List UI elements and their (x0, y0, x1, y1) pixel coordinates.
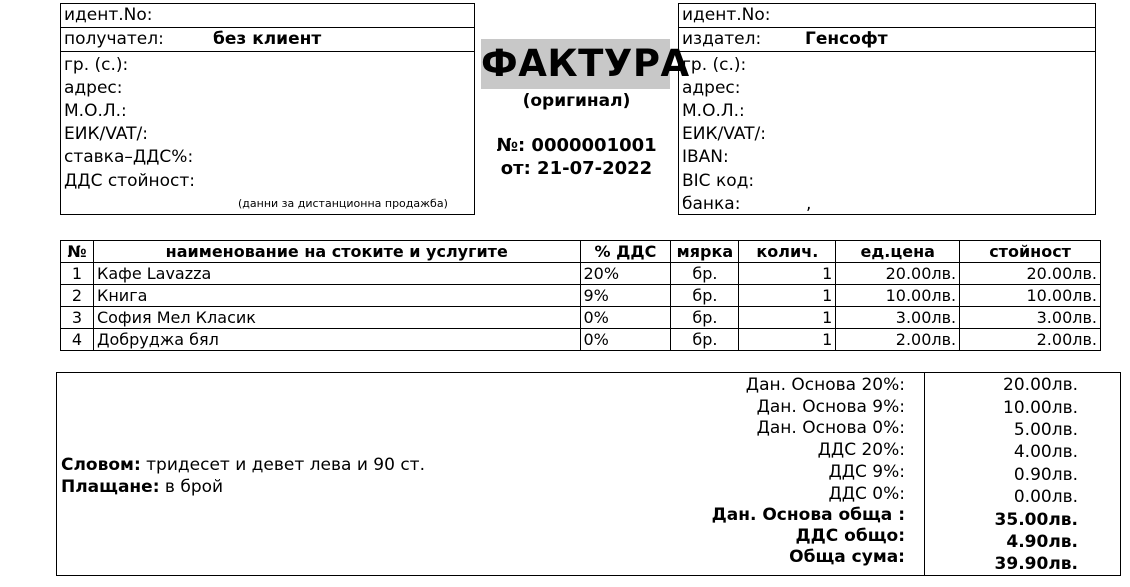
total-tax-base-label: Дан. Основа обща : (711, 505, 905, 525)
tax-base-20-value: 20.00лв. (1003, 375, 1078, 395)
items-table (60, 240, 1101, 351)
item-price: 20.00лв. (836, 263, 960, 285)
item-qty: 1 (739, 329, 836, 351)
issuer-name-row (679, 28, 1095, 52)
issuer-name-value: Генсофт (805, 29, 888, 49)
recipient-name-value: без клиент (213, 29, 322, 49)
payment-method (61, 477, 223, 497)
tax-base-0-value: 5.00лв. (1013, 420, 1078, 440)
item-no: 1 (61, 263, 94, 285)
item-no: 2 (61, 285, 94, 307)
item-total: 10.00лв. (960, 285, 1101, 307)
col-header-unit: мярка (671, 241, 739, 263)
col-header-total: стойност (960, 241, 1101, 263)
total-tax-base-value: 35.00лв. (994, 510, 1078, 530)
vat-9-value: 0.90лв. (1013, 465, 1078, 485)
grand-total-value: 39.90лв. (994, 554, 1078, 574)
col-header-name: наименование на стоките и услугите (93, 241, 580, 263)
item-name: Добруджа бял (93, 329, 580, 351)
recipient-mol-label: М.О.Л.: (64, 101, 127, 121)
invoice-date: от: 21-07-2022 (500, 158, 653, 179)
invoice-title: ФАКТУРА (481, 39, 670, 89)
recipient-name-label: получател: (64, 29, 164, 49)
item-vat: 20% (580, 263, 671, 285)
amount-in-words (61, 455, 425, 475)
tax-base-0-label: Дан. Основа 0%: (756, 418, 905, 438)
item-unit: бр. (671, 307, 739, 329)
col-header-vat: % ДДС (580, 241, 671, 263)
item-total: 3.00лв. (960, 307, 1101, 329)
recipient-id-row (61, 4, 474, 28)
issuer-bank-row (679, 193, 1095, 216)
total-vat-label: ДДС общо: (795, 526, 905, 546)
col-header-qty: колич. (739, 241, 836, 263)
recipient-address-label: адрес: (64, 78, 123, 98)
invoice-number: №: 0000001001 (496, 135, 657, 156)
issuer-block (678, 3, 1096, 215)
item-vat: 9% (580, 285, 671, 307)
issuer-name-label: издател: (682, 29, 762, 49)
words-label: Словом: (61, 455, 141, 475)
item-qty: 1 (739, 285, 836, 307)
table-row (61, 285, 1101, 307)
issuer-city-label: гр. (с.): (682, 55, 747, 75)
issuer-id-label: идент.No: (682, 5, 771, 25)
item-no: 4 (61, 329, 94, 351)
item-no: 3 (61, 307, 94, 329)
vat-0-value: 0.00лв. (1013, 487, 1078, 507)
item-total: 2.00лв. (960, 329, 1101, 351)
item-unit: бр. (671, 329, 739, 351)
vat-20-label: ДДС 20%: (817, 440, 905, 460)
item-unit: бр. (671, 263, 739, 285)
item-vat: 0% (580, 307, 671, 329)
recipient-vat-value-label: ДДС стойност: (64, 171, 196, 191)
table-row (61, 263, 1101, 285)
invoice-center-block (475, 3, 690, 215)
issuer-id-row (679, 4, 1095, 28)
words-value: тридесет и девет лева и 90 ст. (146, 455, 425, 475)
item-vat: 0% (580, 329, 671, 351)
item-total: 20.00лв. (960, 263, 1101, 285)
vat-9-label: ДДС 9%: (828, 462, 905, 482)
item-name: Кафе Lavazza (93, 263, 580, 285)
totals-block (56, 372, 1121, 576)
issuer-iban-label: IBAN: (682, 147, 729, 167)
payment-value: в брой (164, 477, 224, 497)
table-row (61, 307, 1101, 329)
item-name: София Мел Класик (93, 307, 580, 329)
totals-divider (924, 373, 925, 575)
item-qty: 1 (739, 263, 836, 285)
grand-total-label: Обща сума: (789, 547, 905, 567)
recipient-block (60, 3, 475, 215)
issuer-eik-label: ЕИК/VAT/: (682, 124, 766, 144)
tax-base-20-label: Дан. Основа 20%: (745, 375, 905, 395)
recipient-city-label: гр. (с.): (64, 55, 129, 75)
recipient-eik-label: ЕИК/VAT/: (64, 124, 148, 144)
issuer-address-label: адрес: (682, 78, 741, 98)
issuer-bank-label: банка: (682, 194, 741, 214)
item-price: 2.00лв. (836, 329, 960, 351)
item-price: 3.00лв. (836, 307, 960, 329)
tax-base-9-label: Дан. Основа 9%: (756, 397, 905, 417)
tax-base-9-value: 10.00лв. (1003, 398, 1078, 418)
col-header-price: ед.цена (836, 241, 960, 263)
item-name: Книга (93, 285, 580, 307)
items-header-row (61, 241, 1101, 263)
invoice-subtitle: (оригинал) (522, 91, 631, 111)
issuer-bic-label: BIC код: (682, 171, 755, 191)
vat-20-value: 4.00лв. (1013, 442, 1078, 462)
vat-0-label: ДДС 0%: (828, 484, 905, 504)
item-qty: 1 (739, 307, 836, 329)
issuer-bank-value: , (806, 194, 812, 214)
distance-sale-note: (данни за дистанционна продажба) (238, 197, 448, 210)
recipient-id-label: идент.No: (64, 5, 153, 25)
item-price: 10.00лв. (836, 285, 960, 307)
issuer-mol-label: М.О.Л.: (682, 101, 745, 121)
recipient-vat-rate-label: ставка–ДДС%: (64, 147, 194, 167)
total-vat-value: 4.90лв. (1006, 532, 1078, 552)
payment-label: Плащане: (61, 477, 160, 497)
table-row (61, 329, 1101, 351)
col-header-no: № (61, 241, 94, 263)
item-unit: бр. (671, 285, 739, 307)
recipient-name-row (61, 28, 474, 52)
